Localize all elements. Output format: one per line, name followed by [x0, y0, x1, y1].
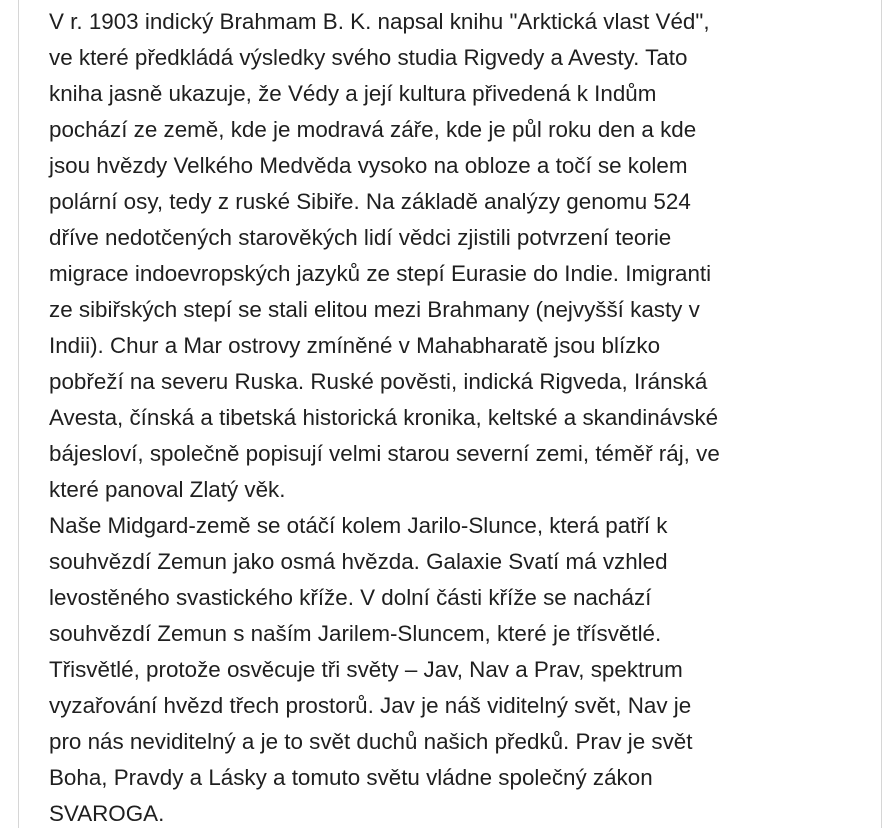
text-line: Indii). Chur a Mar ostrovy zmíněné v Mahabharatě jsou blízko	[49, 333, 661, 358]
text-line: které panoval Zlatý věk.	[49, 477, 286, 502]
post-body-text	[49, 4, 869, 832]
text-line: Naše Midgard-země se otáčí kolem Jarilo-Slunce, která patří k	[49, 513, 668, 538]
text-line: bájesloví, společně popisují velmi starou severní zemi, téměř ráj, ve	[49, 441, 720, 466]
text-line: souhvězdí Zemun s naším Jarilem-Sluncem, které je třísvětlé.	[49, 621, 662, 646]
text-line: Třisvětlé, protože osvěcuje tři světy – Jav, Nav a Prav, spektrum	[49, 657, 683, 682]
text-line: migrace indoevropských jazyků ze stepí Eurasie do Indie. Imigranti	[49, 261, 712, 286]
text-line: SVAROGA.	[49, 801, 165, 826]
text-line: jsou hvězdy Velkého Medvěda vysoko na obloze a točí se kolem	[49, 153, 688, 178]
text-line: souhvězdí Zemun jako osmá hvězda. Galaxie Svatí má vzhled	[49, 549, 668, 574]
text-line: vyzařování hvězd třech prostorů. Jav je náš viditelný svět, Nav je	[49, 693, 692, 718]
text-line: Boha, Pravdy a Lásky a tomuto světu vládne společný zákon	[49, 765, 653, 790]
text-line: polární osy, tedy z ruské Sibiře. Na základě analýzy genomu 524	[49, 189, 691, 214]
text-line: pobřeží na severu Ruska. Ruské pověsti, indická Rigveda, Iránská	[49, 369, 708, 394]
text-line: pochází ze země, kde je modravá záře, kde je půl roku den a kde	[49, 117, 697, 142]
text-line: levostěného svastického kříže. V dolní části kříže se nachází	[49, 585, 652, 610]
post-container	[18, 0, 882, 828]
text-line: dříve nedotčených starověkých lidí vědci zjistili potvrzení teorie	[49, 225, 672, 250]
text-line: Avesta, čínská a tibetská historická kronika, keltské a skandinávské	[49, 405, 719, 430]
text-line: ze sibiřských stepí se stali elitou mezi Brahmany (nejvyšší kasty v	[49, 297, 700, 322]
text-line: kniha jasně ukazuje, že Védy a její kultura přivedená k Indům	[49, 81, 657, 106]
text-line: ve které předkládá výsledky svého studia Rigvedy a Avesty. Tato	[49, 45, 688, 70]
text-line: V r. 1903 indický Brahmam B. K. napsal knihu "Arktická vlast Véd",	[49, 9, 710, 34]
text-line: pro nás neviditelný a je to svět duchů našich předků. Prav je svět	[49, 729, 693, 754]
